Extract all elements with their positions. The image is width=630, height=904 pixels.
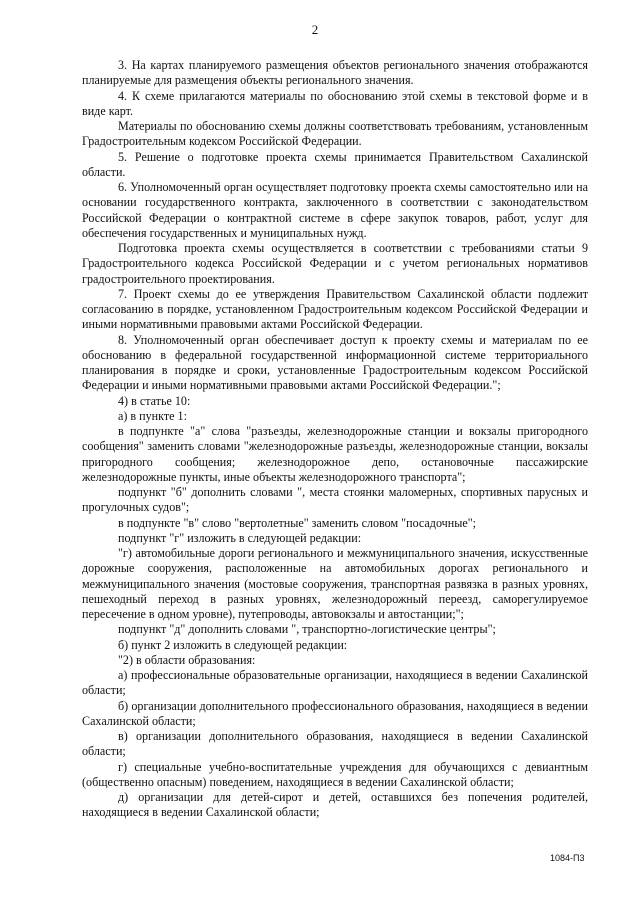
paragraph: "г) автомобильные дороги регионального и межмуниципального значения, искусственные дорожные сооружения, расположенные на автомобильных дорогах регионального и межмуниципального значения (мостовые сооружения, транспортная развязка в разных уровнях, пешеходный переход в разных уровнях, железнодорожный переезд, саморегулируемое пересечение в одном уровне), путепроводы, автовокзалы и автостанции;"; (82, 546, 588, 621)
paragraph: 7. Проект схемы до ее утверждения Правительством Сахалинской области подлежит согласованию в порядке, установленном Градостроительным кодексом Российской Федерации и иными нормативными правовыми актами Российской Федерации. (82, 286, 588, 332)
paragraph: Материалы по обоснованию схемы должны соответствовать требованиям, установленным Градостроительным кодексом Российской Федерации. (82, 119, 588, 149)
paragraph: б) организации дополнительного профессионального образования, находящиеся в ведении Сахалинской области; (82, 698, 588, 728)
paragraph: г) специальные учебно-воспитательные учреждения для обучающихся с девиантным (общественно опасным) поведением, находящиеся в ведении Сахалинской области; (82, 759, 588, 789)
paragraph: а) в пункте 1: (118, 408, 187, 423)
paragraph: в) организации дополнительного образования, находящиеся в ведении Сахалинской области; (82, 729, 588, 759)
paragraph: а) профессиональные образовательные организации, находящиеся в ведении Сахалинской области; (82, 668, 588, 698)
paragraph: 3. На картах планируемого размещения объектов регионального значения отображаются планируемые для размещения объекты регионального значения. (82, 58, 588, 88)
paragraph: 8. Уполномоченный орган обеспечивает доступ к проекту схемы и материалам по ее обоснованию в федеральной государственной информационной системе территориального планирования в порядке и сроки, установленные Градостроительным кодексом Российской Федерации и иными нормативными правовыми актами Российской Федерации."; (82, 332, 588, 393)
paragraph: 4. К схеме прилагаются материалы по обоснованию этой схемы в текстовой форме и в виде карт. (82, 88, 588, 118)
paragraph: подпункт "д" дополнить словами ", транспортно-логистические центры"; (118, 622, 496, 637)
paragraph: 6. Уполномоченный орган осуществляет подготовку проекта схемы самостоятельно или на основании государственного контракта, заключенного в соответствии с законодательством Российской Федерации о контрактной системе в сфере закупок товаров, работ, услуг для обеспечения государственных и муниципальных нужд. (82, 180, 588, 240)
paragraph: подпункт "б" дополнить словами ", места стоянки маломерных, спортивных парусных и прогулочных судов"; (82, 485, 588, 515)
paragraph: в подпункте "в" слово "вертолетные" заменить словом "посадочные"; (118, 515, 477, 530)
paragraph: 5. Решение о подготовке проекта схемы принимается Правительством Сахалинской области. (82, 149, 588, 179)
paragraph: б) пункт 2 изложить в следующей редакции: (118, 637, 348, 652)
paragraph: 4) в статье 10: (118, 393, 191, 408)
document-code: 1084-П3 (550, 853, 585, 863)
paragraph: д) организации для детей-сирот и детей, оставшихся без попечения родителей, находящиеся в ведении Сахалинской области; (82, 790, 588, 820)
paragraph: подпункт "г" изложить в следующей редакции: (118, 530, 362, 545)
page-number: 2 (311, 22, 319, 37)
paragraph: Подготовка проекта схемы осуществляется в соответствии с требованиями статьи 9 Градостроительного кодекса Российской Федерации и с учетом региональных нормативов градостроительного проектирования. (82, 241, 588, 286)
paragraph: "2) в области образования: (118, 652, 256, 667)
document-body (82, 58, 588, 821)
paragraph: в подпункте "а" слова "разъезды, железнодорожные станции и вокзалы пригородного сообщения" заменить словами "железнодорожные разъезды, железнодорожные станции, вокзалы пригородного сообщения; железнодорожное депо, остановочные пассажирские железнодорожные пункты, иные объекты железнодорожного транспорта"; (82, 424, 588, 484)
